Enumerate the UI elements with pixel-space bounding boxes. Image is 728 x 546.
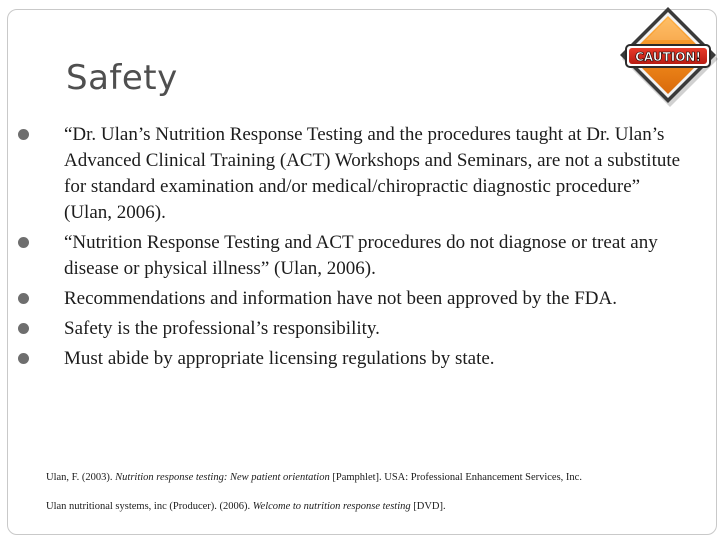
bullet-dot-icon bbox=[18, 353, 29, 364]
reference-prefix: Ulan, F. (2003). bbox=[46, 472, 116, 483]
bullet-dot-icon bbox=[18, 293, 29, 304]
bullet-item bbox=[18, 316, 688, 342]
slide-title: Safety bbox=[66, 58, 178, 98]
bullet-item bbox=[18, 286, 688, 312]
reference-suffix: [Pamphlet]. USA: Professional Enhancement Services, Inc. bbox=[329, 472, 582, 483]
bullet-item bbox=[18, 346, 688, 372]
bullet-item bbox=[18, 122, 688, 226]
bullet-text: Safety is the professional’s responsibility. bbox=[64, 318, 380, 339]
reference-line bbox=[46, 471, 686, 485]
bullet-text: “Nutrition Response Testing and ACT procedures do not diagnose or treat any disease or physical illness” (Ulan, 2006). bbox=[64, 232, 658, 279]
reference-line bbox=[46, 500, 686, 514]
bullet-dot-icon bbox=[18, 323, 29, 334]
bullet-text: Must abide by appropriate licensing regulations by state. bbox=[64, 348, 495, 369]
bullet-list bbox=[18, 122, 688, 376]
caution-label: CAUTION! bbox=[635, 50, 701, 64]
bullet-text: “Dr. Ulan’s Nutrition Response Testing and the procedures taught at Dr. Ulan’s Advanced Clinical Training (ACT) Workshops and Seminars, are not a substitute for standard examination and/or medical/chiropractic diagnostic procedure” (Ulan, 2006). bbox=[64, 124, 681, 223]
bullet-item bbox=[18, 230, 688, 282]
reference-prefix: Ulan nutritional systems, inc (Producer). (2006). bbox=[46, 501, 253, 512]
bullet-text: Recommendations and information have not been approved by the FDA. bbox=[64, 288, 617, 309]
bullet-dot-icon bbox=[18, 237, 29, 248]
bullet-dot-icon bbox=[18, 129, 29, 140]
caution-sign-icon bbox=[612, 3, 724, 115]
reference-title: Welcome to nutrition response testing bbox=[252, 501, 411, 512]
reference-title: Nutrition response testing: New patient orientation bbox=[115, 472, 330, 483]
reference-suffix: [DVD]. bbox=[410, 501, 446, 512]
references bbox=[46, 471, 686, 529]
